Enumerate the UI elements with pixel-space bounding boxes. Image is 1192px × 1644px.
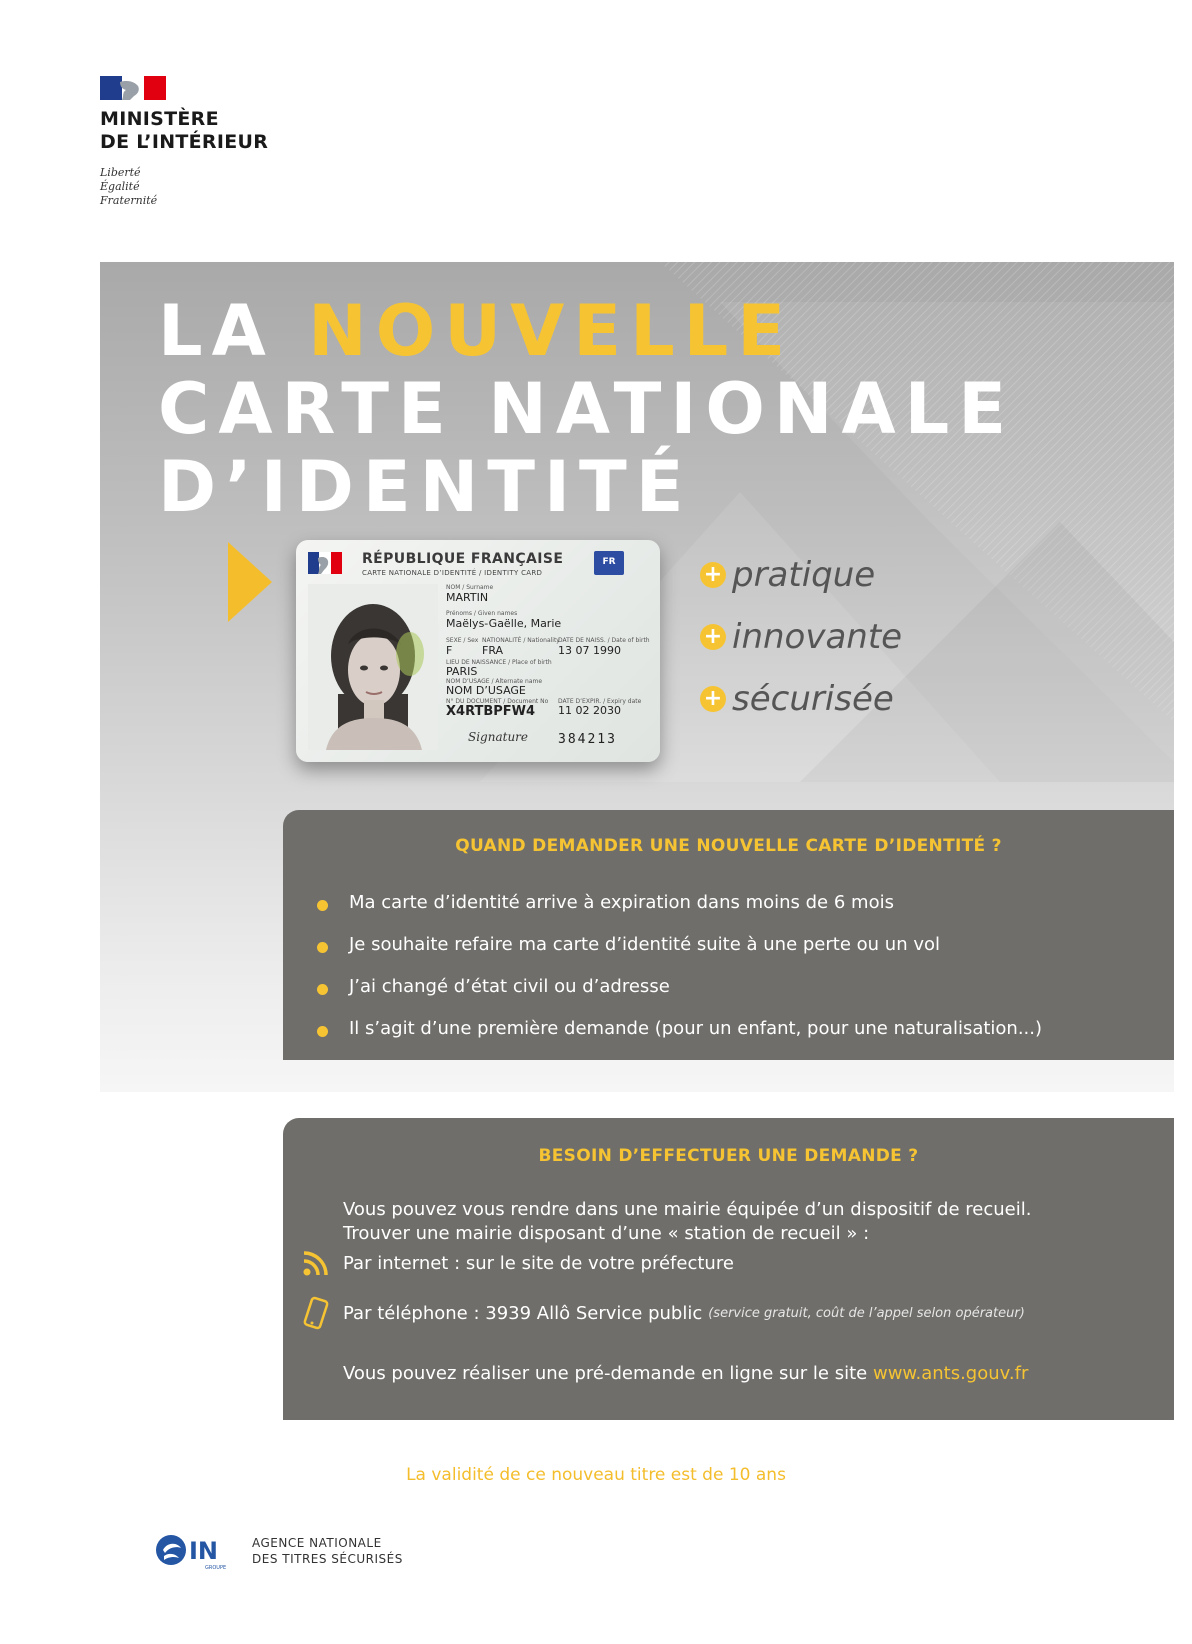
plus-icon: + xyxy=(700,624,726,650)
when-to-apply-box xyxy=(283,810,1174,1060)
plus-icon: + xyxy=(700,562,726,588)
surname-value: MARTIN xyxy=(446,591,489,604)
list-item: Ma carte d’identité arrive à expiration dans moins de 6 mois xyxy=(313,892,1042,934)
birth-place-label: LIEU DE NAISSANCE / Place of birth xyxy=(446,659,552,666)
expiry-label: DATE D’EXPIR. / Expiry date xyxy=(558,698,642,705)
expiry-value: 11 02 2030 xyxy=(558,704,621,717)
rss-icon xyxy=(299,1246,333,1280)
internet-option xyxy=(299,1246,734,1280)
list-item: Je souhaite refaire ma carte d’identité suite à une perte ou un vol xyxy=(313,934,1042,976)
birth-date-value: 13 07 1990 xyxy=(558,644,621,657)
ants-logo-text: IN xyxy=(189,1537,219,1565)
feature-item xyxy=(700,544,902,606)
smartphone-icon xyxy=(299,1296,333,1330)
internet-text: Par internet : sur le site de votre préfecture xyxy=(343,1252,734,1274)
surname-label: NOM / Surname xyxy=(446,584,494,591)
ants-website-link[interactable]: www.ants.gouv.fr xyxy=(872,1363,1029,1384)
feature-label: innovante xyxy=(732,617,903,657)
how-to-apply-box xyxy=(283,1118,1174,1420)
marianne-card-icon xyxy=(308,552,342,574)
card-country: RÉPUBLIQUE FRANÇAISE xyxy=(362,551,564,567)
nationality-label: NATIONALITÉ / Nationality xyxy=(482,637,560,644)
sex-value: F xyxy=(446,644,453,657)
doc-number-value: X4RTBPFW4 xyxy=(446,704,536,719)
feature-label: pratique xyxy=(732,555,876,595)
doc-number-label: N° DU DOCUMENT / Document No xyxy=(446,698,549,705)
intro-line: Vous pouvez vous rendre dans une mairie équipée d’un dispositif de recueil. xyxy=(343,1199,1032,1220)
sex-label: SEXE / Sex xyxy=(446,637,479,644)
when-to-apply-title: QUAND DEMANDER UNE NOUVELLE CARTE D’IDENTITÉ ? xyxy=(455,836,1002,856)
phone-option xyxy=(299,1296,1025,1330)
when-to-apply-list xyxy=(313,892,1042,1060)
id-card-sample xyxy=(296,540,660,762)
how-to-apply-title: BESOIN D’EFFECTUER UNE DEMANDE ? xyxy=(538,1146,919,1166)
portrait-photo xyxy=(308,584,438,750)
ministry-name: MINISTÈRE DE L’INTÉRIEUR xyxy=(100,108,269,153)
play-arrow-icon xyxy=(228,542,272,622)
list-item: Il s’agit d’une première demande (pour un enfant, pour une naturalisation...) xyxy=(313,1018,1042,1060)
feature-item xyxy=(700,606,902,668)
usage-name-label: NOM D’USAGE / Alternate name xyxy=(446,678,543,685)
nationality-value: FRA xyxy=(482,644,504,657)
intro-line: Trouver une mairie disposant d’une « station de recueil » : xyxy=(343,1223,870,1244)
feature-item xyxy=(700,668,902,730)
online-predemand: Vous pouvez réaliser une pré-demande en ligne sur le site www.ants.gouv.fr xyxy=(343,1363,1029,1384)
usage-name-value: NOM D’USAGE xyxy=(446,684,526,697)
validity-note: La validité de ce nouveau titre est de 10 ans xyxy=(406,1465,786,1485)
plus-icon: + xyxy=(700,686,726,712)
phone-text: Par téléphone : 3939 Allô Service public xyxy=(343,1302,703,1324)
birth-place-value: PARIS xyxy=(446,665,478,678)
feature-list xyxy=(700,544,902,730)
given-names-value: Maëlys-Gaëlle, Marie xyxy=(446,617,562,630)
list-item: J’ai changé d’état civil ou d’adresse xyxy=(313,976,1042,1018)
given-names-label: Prénoms / Given names xyxy=(446,610,518,617)
feature-label: sécurisée xyxy=(732,679,894,719)
eu-flag-icon: FR xyxy=(594,551,624,575)
ants-logo-sub: GROUPE xyxy=(205,1565,227,1570)
phone-note: (service gratuit, coût de l’appel selon opérateur) xyxy=(708,1305,1025,1321)
signature: Signature xyxy=(468,730,529,744)
page-title: LA NOUVELLE CARTE NATIONALE D’IDENTITÉ xyxy=(158,290,1016,528)
birth-date-label: DATE DE NAISS. / Date of birth xyxy=(558,637,650,644)
card-subtitle: CARTE NATIONALE D’IDENTITÉ / IDENTITY CARD xyxy=(362,569,543,577)
agency-name: AGENCE NATIONALE DES TITRES SÉCURISÉS xyxy=(252,1536,403,1566)
marianne-logo xyxy=(100,76,166,100)
republic-motto: Liberté Égalité Fraternité xyxy=(100,166,158,207)
ants-logo xyxy=(155,1532,237,1570)
can-number: 384213 xyxy=(558,732,617,747)
